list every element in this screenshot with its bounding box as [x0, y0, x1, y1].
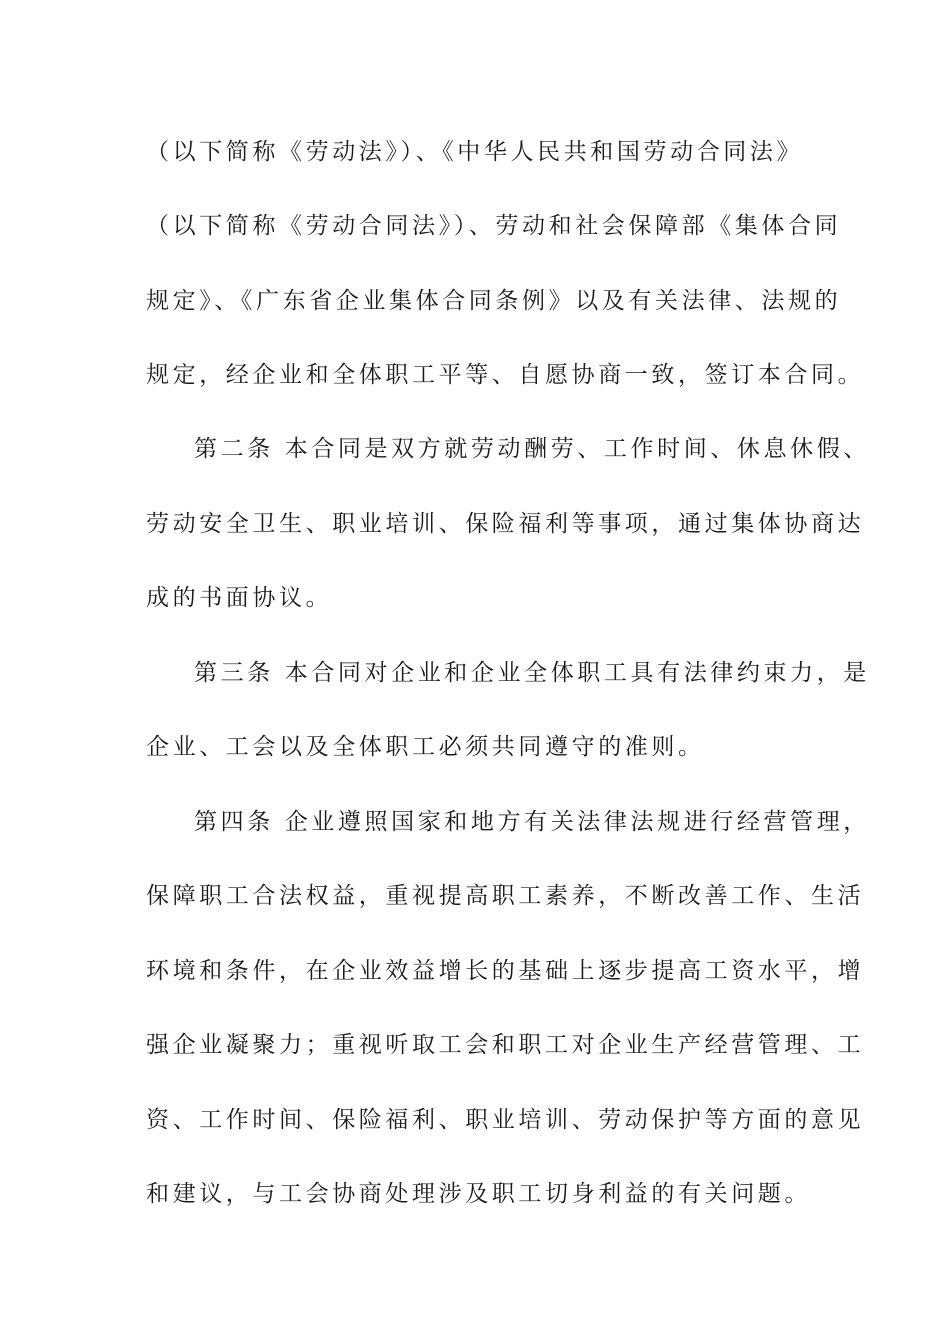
- article-2-heading-line: 第二条 本合同是双方就劳动酬劳、工作时间、休息休假、: [194, 436, 870, 462]
- text-line: （以下简称《劳动法》）、《中华人民共和国劳动合同法》: [146, 139, 804, 165]
- article-3-heading-line: 第三条 本合同对企业和企业全体职工具有法律约束力，是: [194, 660, 870, 686]
- text-line: 强企业凝聚力；重视听取工会和职工对企业生产经营管理、工: [146, 1032, 865, 1058]
- text-line: 环境和条件，在企业效益增长的基础上逐步提高工资水平，增: [146, 958, 865, 984]
- article-4-heading-line: 第四条 企业遵照国家和地方有关法律法规进行经营管理，: [194, 809, 870, 835]
- text-line: 规定，经企业和全体职工平等、自愿协商一致，签订本合同。: [146, 362, 865, 388]
- text-line: 和建议，与工会协商处理涉及职工切身利益的有关问题。: [146, 1181, 811, 1207]
- text-line: 成的书面协议。: [146, 585, 333, 611]
- text-line: 规定》、《广东省企业集体合同条例》以及有关法律、法规的: [146, 288, 842, 314]
- text-line: 企业、工会以及全体职工必须共同遵守的准则。: [146, 734, 705, 760]
- text-line: （以下简称《劳动合同法》）、劳动和社会保障部《集体合同: [146, 213, 842, 239]
- text-line: 保障职工合法权益，重视提高职工素养，不断改善工作、生活: [146, 883, 865, 909]
- text-line: 资、工作时间、保险福利、职业培训、劳动保护等方面的意见: [146, 1107, 865, 1133]
- text-line: 劳动安全卫生、职业培训、保险福利等事项，通过集体协商达: [146, 511, 865, 537]
